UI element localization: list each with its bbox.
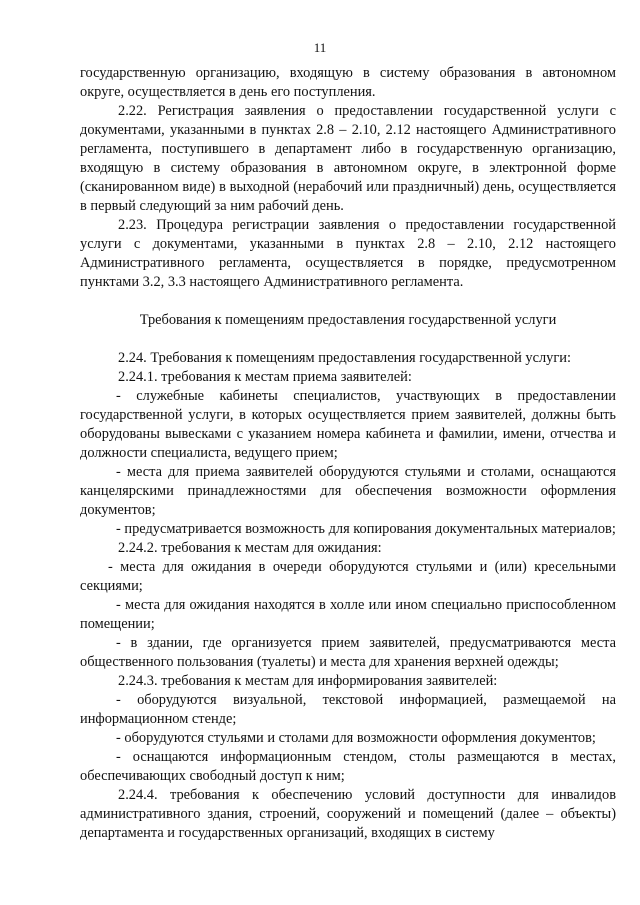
paragraph-2-24-1: 2.24.1. требования к местам приема заявителей: [118,369,412,385]
paragraph-2-24: 2.24. Требования к помещениям предоставления государственной услуги: [118,350,571,366]
paragraph: государственную организацию, входящую в систему образования в автономном округе, осуществляется в день его поступления. [80,65,616,100]
paragraph-2-22: 2.22. Регистрация заявления о предоставлении государственной услуги с документами, указанными в пунктах 2.8 – 2.10, 2.12 настоящего Административного регламента, поступившего в департамент либо в государственную организацию, входящую в систему образования в автономном округе, в электронной форме (сканированном виде) в выходной (нерабочий или праздничный) день, осуществляется в первый следующий за ним рабочий день. [80,103,616,214]
list-item: - места для ожидания находятся в холле или ином специально приспособленном помещении; [80,597,616,632]
list-item: - оборудуются стульями и столами для возможности оформления документов; [116,730,596,746]
paragraph-2-23: 2.23. Процедура регистрации заявления о предоставлении государственной услуги с документами, указанными в пунктах 2.8 – 2.10, 2.12 настоящего Административного регламента, осуществляется в порядке, предусмотренном пунктами 3.2, 3.3 настоящего Административного регламента. [80,217,616,290]
list-item: - в здании, где организуется прием заявителей, предусматриваются места общественного пользования (туалеты) и места для хранения верхней одежды; [80,635,616,670]
document-body [80,64,616,843]
list-item: - места для ожидания в очереди оборудуются стульями и (или) кресельными секциями; [80,559,616,594]
paragraph-2-24-4: 2.24.4. требования к обеспечению условий доступности для инвалидов административного здания, строений, сооружений и помещений (далее – объекты) департамента и государственных организаций, входящих в систему [80,787,616,841]
list-item: - места для приема заявителей оборудуются стульями и столами, оснащаются канцелярскими принадлежностями для обеспечения возможности оформления документов; [80,464,616,518]
list-item: - оборудуются визуальной, текстовой информацией, размещаемой на информационном стенде; [80,692,616,727]
paragraph-2-24-2: 2.24.2. требования к местам для ожидания: [118,540,382,556]
list-item: - оснащаются информационным стендом, столы размещаются в местах, обеспечивающих свободный доступ к ним; [80,749,616,784]
paragraph-2-24-3: 2.24.3. требования к местам для информирования заявителей: [118,673,498,689]
page-number: 11 [313,40,327,55]
list-item: - предусматривается возможность для копирования документальных материалов; [116,521,616,537]
list-item: - служебные кабинеты специалистов, участвующих в предоставлении государственной услуги, в которых осуществляется прием заявителей, должны быть оборудованы вывесками с указанием номера кабинета и фамилии, имени, отчества и должности специалиста, ведущего прием; [80,388,616,461]
section-heading: Требования к помещениям предоставления государственной услуги [139,312,557,328]
